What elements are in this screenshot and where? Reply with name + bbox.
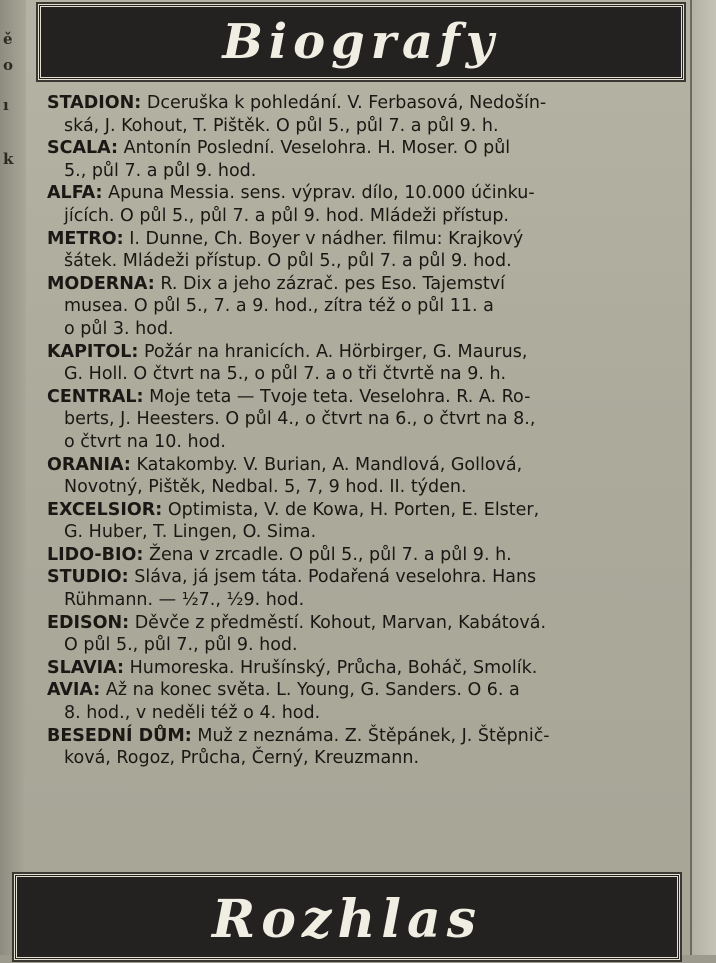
listing-text: o půl 3. hod. bbox=[64, 318, 174, 339]
cinema-name: MODERNA: bbox=[47, 273, 155, 294]
fragment-char: o bbox=[3, 56, 14, 74]
cinema-name: LIDO-BIO: bbox=[47, 544, 144, 565]
listing-text: Rühmann. — ½7., ½9. hod. bbox=[64, 590, 305, 611]
cinema-name: ALFA: bbox=[47, 183, 103, 204]
cinema-name: BESEDNÍ DŮM: bbox=[47, 725, 192, 746]
cinema-name: EDISON: bbox=[47, 612, 130, 633]
listing-text: Antonín Poslední. Veselohra. H. Moser. O půl bbox=[123, 138, 511, 159]
listing-text: R. Dix a jeho zázrač. pes Eso. Tajemství bbox=[160, 273, 505, 294]
listing-entry bbox=[47, 182, 692, 227]
listing-text: musea. O půl 5., 7. a 9. hod., zítra též o půl 11. a bbox=[64, 296, 494, 317]
listing-entry bbox=[47, 92, 692, 137]
listing-text: Moje teta — Tvoje teta. Veselohra. R. A. Ro- bbox=[149, 386, 531, 407]
listing-text: Katakomby. V. Burian, A. Mandlová, Gollová, bbox=[136, 454, 523, 475]
listing-text: Humoreska. Hrušínský, Průcha, Boháč, Smolík. bbox=[129, 657, 538, 678]
listing-entry bbox=[47, 137, 692, 182]
listing-text: ková, Rogoz, Průcha, Černý, Kreuzmann. bbox=[64, 748, 420, 769]
fragment-char: ı bbox=[3, 96, 9, 114]
listing-entry bbox=[47, 273, 692, 341]
fragment-char: k bbox=[3, 150, 14, 168]
listing-entry bbox=[47, 454, 692, 499]
listing-text: Děvče z předměstí. Kohout, Marvan, Kabátová. bbox=[134, 612, 547, 633]
cinema-name: SCALA: bbox=[47, 138, 119, 159]
listing-text: G. Holl. O čtvrt na 5., o půl 7. a o tři čtvrtě na 9. h. bbox=[64, 364, 507, 385]
listing-text: I. Dunne, Ch. Boyer v nádher. filmu: Krajkový bbox=[129, 228, 524, 249]
listing-text: Žena v zrcadle. O půl 5., půl 7. a půl 9. h. bbox=[148, 544, 512, 565]
listing-text: Novotný, Pištěk, Nedbal. 5, 7, 9 hod. II. týden. bbox=[64, 477, 467, 498]
cinema-name: ORANIA: bbox=[47, 454, 131, 475]
listing-text: Muž z neznáma. Z. Štěpánek, J. Štěpnič- bbox=[197, 725, 550, 746]
cinema-name: SLAVIA: bbox=[47, 657, 125, 678]
listing-entry bbox=[47, 566, 692, 611]
listing-entry bbox=[47, 657, 692, 680]
adjacent-column-fragment bbox=[0, 0, 26, 955]
cinema-name: KAPITOL: bbox=[47, 341, 139, 362]
cinema-name: EXCELSIOR: bbox=[47, 499, 163, 520]
listing-text: šátek. Mládeži přístup. O půl 5., půl 7. a půl 9. hod. bbox=[64, 251, 512, 272]
cinema-name: STUDIO: bbox=[47, 567, 129, 588]
listing-entry bbox=[47, 228, 692, 273]
cinema-name: STADION: bbox=[47, 93, 142, 113]
listing-text: Dceruška k pohledání. V. Ferbasová, Nedošín- bbox=[146, 93, 547, 113]
listing-entry bbox=[47, 725, 692, 770]
cinema-listings bbox=[47, 92, 692, 770]
listing-entry bbox=[47, 679, 692, 724]
listing-text: Až na konec světa. L. Young, G. Sanders. O 6. a bbox=[105, 680, 520, 701]
listing-text: Apuna Messia. sens. výprav. dílo, 10.000 účinku- bbox=[108, 183, 535, 204]
cinema-name: AVIA: bbox=[47, 680, 101, 701]
listing-entry bbox=[47, 612, 692, 657]
listing-text: ská, J. Kohout, T. Pištěk. O půl 5., půl 7. a půl 9. h. bbox=[64, 115, 499, 136]
listing-text: 8. hod., v neděli též o 4. hod. bbox=[64, 703, 321, 724]
fragment-char: ě bbox=[3, 30, 13, 48]
section-header-banner: Biografy bbox=[38, 4, 684, 80]
listing-text: Sláva, já jsem táta. Podařená veselohra. Hans bbox=[134, 567, 537, 588]
section-footer-banner: Rozhlas bbox=[14, 874, 680, 960]
listing-text: G. Huber, T. Lingen, O. Sima. bbox=[64, 522, 317, 543]
listing-text: Optimista, V. de Kowa, H. Porten, E. Elster, bbox=[167, 499, 540, 520]
page-edge bbox=[690, 0, 716, 955]
listing-text: O půl 5., půl 7., půl 9. hod. bbox=[64, 635, 298, 656]
listing-entry bbox=[47, 386, 692, 454]
cinema-name: METRO: bbox=[47, 228, 124, 249]
listing-entry bbox=[47, 544, 692, 567]
listing-text: o čtvrt na 10. hod. bbox=[64, 431, 226, 452]
listing-entry bbox=[47, 341, 692, 386]
listing-entry bbox=[47, 499, 692, 544]
listing-text: berts, J. Heesters. O půl 4., o čtvrt na 6., o čtvrt na 8., bbox=[64, 409, 536, 430]
listing-text: 5., půl 7. a půl 9. hod. bbox=[64, 160, 257, 181]
listing-text: jících. O půl 5., půl 7. a půl 9. hod. Mládeži přístup. bbox=[64, 205, 509, 226]
cinema-name: CENTRAL: bbox=[47, 386, 144, 407]
listing-text: Požár na hranicích. A. Hörbirger, G. Maurus, bbox=[143, 341, 528, 362]
